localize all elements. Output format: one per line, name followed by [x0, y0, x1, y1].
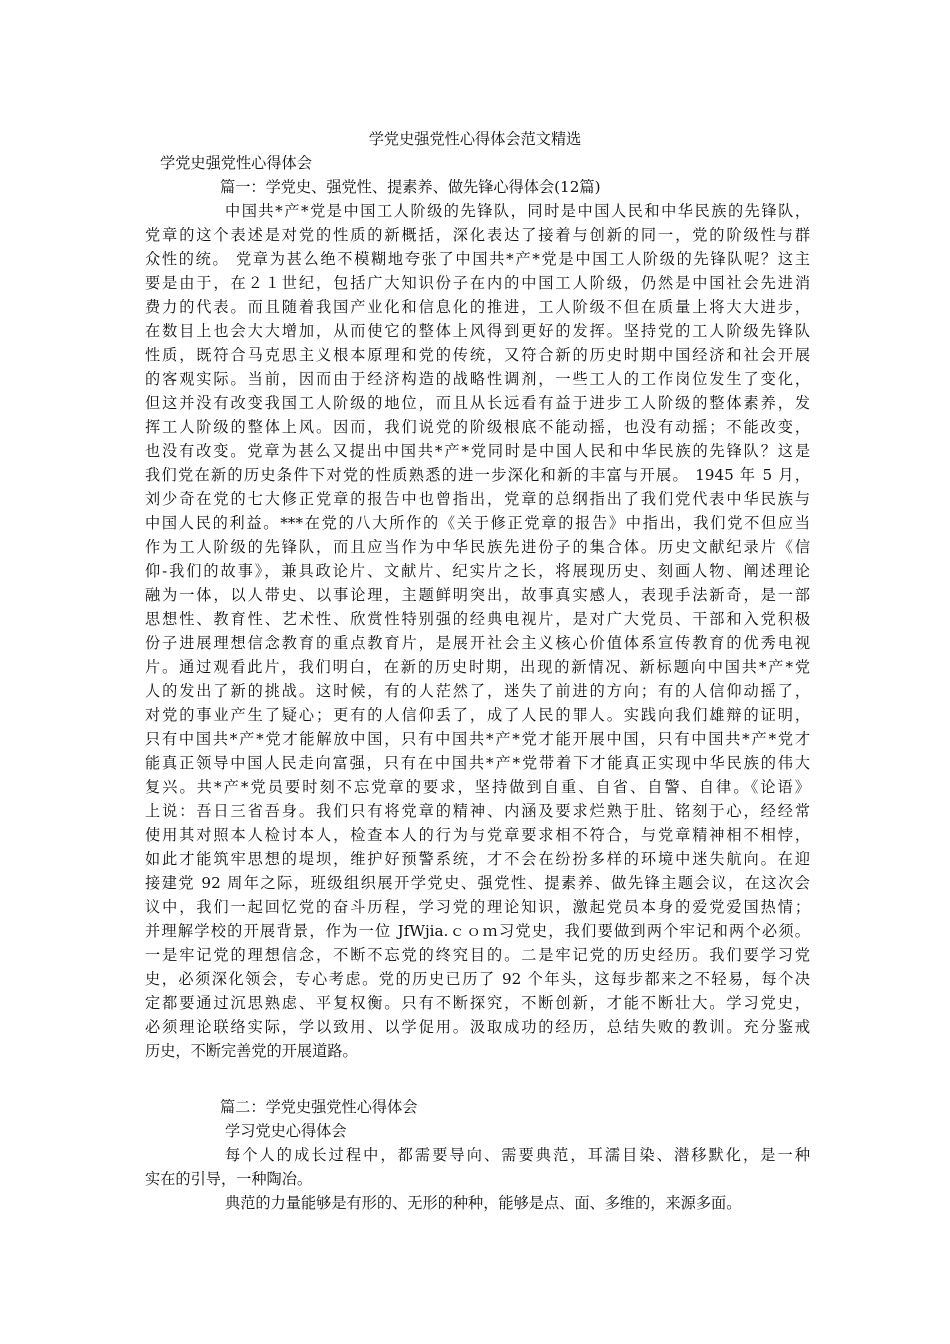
text-line: 仰-我们的故事》，兼具政论片、文献片、纪实片之长，将展现历史、刻画人物、阐述理论 [145, 562, 810, 580]
text-line: 挥工人阶级的整体上风。因而，我们说党的阶级根底不能动摇，也没有动摇；不能改变， [145, 418, 810, 436]
text-line: 史，必须深化领会，专心考虑。党的历史已历了 92 个年头，这每步都来之不轻易，每个决 [145, 970, 810, 988]
text-line: 一是牢记党的理想信念，不断不忘党的终究目的。二是牢记党的历史经历。我们要学习党 [145, 946, 810, 964]
section1-heading: 篇一：学党史、强党性、提素养、做先锋心得体会(12篇) [220, 178, 601, 196]
document-title: 学党史强党性心得体会范文精选 [368, 130, 582, 148]
document-subtitle: 学党史强党性心得体会 [160, 154, 312, 172]
text-line: 片。通过观看此片，我们明白，在新的历史时期，出现的新情况、新标题向中国共*产*党 [145, 658, 810, 676]
text-line: 只有中国共*产*党才能解放中国，只有中国共*产*党才能开展中国，只有中国共*产*党才 [145, 730, 810, 748]
text-line: 上说：吾日三省吾身。我们只有将党章的精神、内涵及要求烂熟于肚、铭刻于心，经经常 [145, 802, 810, 820]
text-line: 复兴。共*产*党员要时刻不忘党章的要求，坚持做到自重、自省、自警、自律。《论语》 [145, 778, 810, 796]
section2-subheading: 学习党史心得体会 [225, 1122, 347, 1140]
text-line: 使用其对照本人检讨本人，检查本人的行为与党章要求相不符合，与党章精神相不相悖， [145, 826, 810, 844]
text-line: 典范的力量能够是有形的、无形的种种，能够是点、面、多维的，来源多面。 [225, 1194, 742, 1212]
text-line: 人的发出了新的挑战。这时候，有的人茫然了，迷失了前进的方向；有的人信仰动摇了， [145, 682, 810, 700]
text-line: 接建党 92 周年之际，班级组织展开学党史、强党性、提素养、做先锋主题会议，在这次会 [145, 874, 810, 892]
text-line: 刘少奇在党的七大修正党章的报告中也曾指出，党章的总纲指出了我们党代表中华民族与 [145, 490, 810, 508]
text-line: 也没有改变。党章为甚么又提出中国共*产*党同时是中国人民和中华民族的先锋队？这是 [145, 442, 810, 460]
text-line: 份子进展理想信念教育的重点教育片，是展开社会主义核心价值体系宣传教育的优秀电视 [145, 634, 810, 652]
text-line: 性质，既符合马克思主义根本原理和党的传统，又符合新的历史时期中国经济和社会开展 [145, 346, 810, 364]
text-line: 实在的引导，一种陶冶。 [145, 1170, 313, 1188]
text-line: 中国共*产*党是中国工人阶级的先锋队，同时是中国人民和中华民族的先锋队， [225, 202, 810, 220]
text-line: 但这并没有改变我国工人阶级的地位，而且从长远看有益于进步工人阶级的整体素养，发 [145, 394, 810, 412]
text-line: 历史，不断完善党的开展道路。 [145, 1042, 358, 1060]
text-line: 议中，我们一起回忆党的奋斗历程，学习党的理论知识，激起党员本身的爱党爱国热情； [145, 898, 810, 916]
text-line: 融为一体，以人带史、以事论理，主题鲜明突出，故事真实感人，表现手法新奇，是一部 [145, 586, 810, 604]
text-line: 费力的代表。而且随着我国产业化和信息化的推进，工人阶级不但在质量上将大大进步， [145, 298, 810, 316]
text-line: 我们党在新的历史条件下对党的性质熟悉的进一步深化和新的丰富与开展。 1945 年 5 月， [145, 466, 810, 484]
text-line: 党章的这个表述是对党的性质的新概括，深化表达了接着与创新的同一，党的阶级性与群 [145, 226, 810, 244]
text-line: 对党的事业产生了疑心；更有的人信仰丢了，成了人民的罪人。实践向我们雄辩的证明， [145, 706, 810, 724]
text-line: 在数目上也会大大增加，从而使它的整体上风得到更好的发挥。坚持党的工人阶级先锋队 [145, 322, 810, 340]
section2-heading: 篇二：学党史强党性心得体会 [220, 1098, 418, 1116]
text-line: 并理解学校的开展背景，作为一位 JfWjia.ｃｏｍ习党史，我们要做到两个牢记和两个必须。 [145, 922, 810, 940]
text-line: 每个人的成长过程中，都需要导向、需要典范，耳濡目染、潜移默化，是一种 [225, 1146, 810, 1164]
text-line: 中国人民的利益。***在党的八大所作的《关于修正党章的报告》中指出，我们党不但应当 [145, 514, 810, 532]
text-line: 能真正领导中国人民走向富强，只有在中国共*产*党带着下才能真正实现中华民族的伟大 [145, 754, 810, 772]
text-line: 定都要通过沉思熟虑、平复权衡。只有不断探究，不断创新，才能不断壮大。学习党史， [145, 994, 810, 1012]
text-line: 作为工人阶级的先锋队，而且应当作为中华民族先进份子的集合体。历史文献纪录片《信 [145, 538, 810, 556]
text-line: 的客观实际。当前，因而由于经济构造的战略性调剂，一些工人的工作岗位发生了变化， [145, 370, 810, 388]
text-line: 思想性、教育性、艺术性、欣赏性特别强的经典电视片，是对广大党员、干部和入党积极 [145, 610, 810, 628]
text-line: 众性的统。 党章为甚么绝不模糊地夸张了中国共*产*党是中国工人阶级的先锋队呢？这主 [145, 250, 810, 268]
text-line: 要是由于，在２１世纪，包括广大知识份子在内的中国工人阶级，仍然是中国社会先进消 [145, 274, 810, 292]
text-line: 必须理论联络实际，学以致用、以学促用。汲取成功的经历，总结失败的教训。充分鉴戒 [145, 1018, 810, 1036]
text-line: 如此才能筑牢思想的堤坝，维护好预警系统，才不会在纷扮多样的环境中迷失航向。在迎 [145, 850, 810, 868]
